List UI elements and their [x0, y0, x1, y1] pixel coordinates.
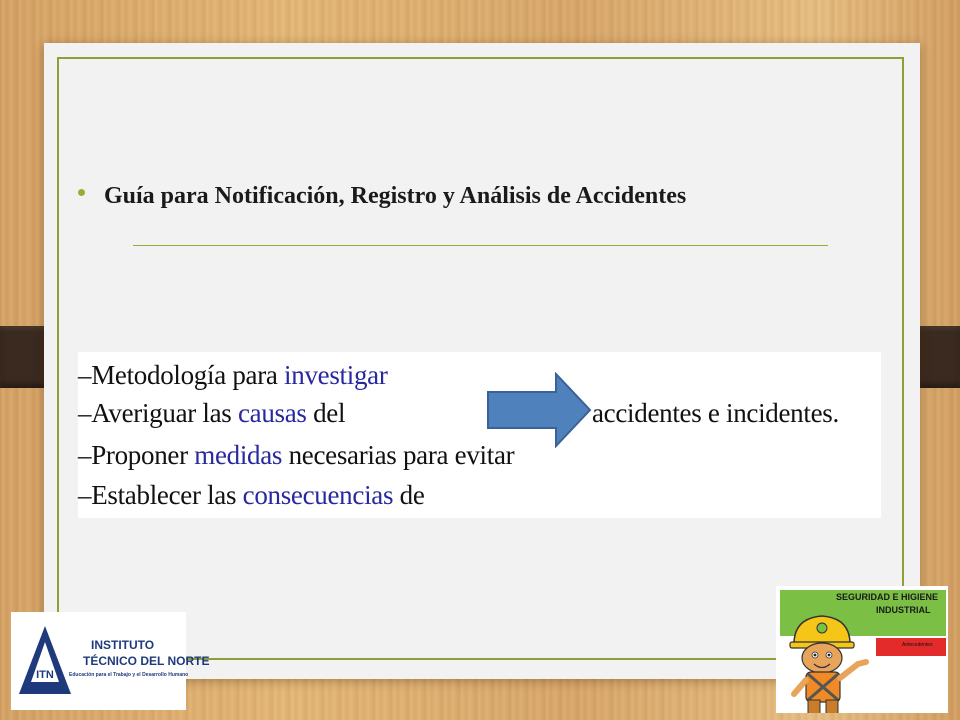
seguridad-logo	[776, 586, 948, 713]
result-text: accidentes e incidentes.	[592, 398, 839, 428]
item-text-end: del	[306, 398, 346, 428]
itn-line2: TÉCNICO DEL NORTE	[83, 654, 210, 668]
list-item	[78, 360, 388, 391]
content-box	[78, 352, 881, 518]
dash-marker: –	[78, 440, 92, 470]
itn-tagline: Educación para el Trabajo y el Desarrollo Humano	[69, 672, 189, 678]
right-arrow-icon	[486, 372, 594, 448]
slide-heading: Guía para Notificación, Registro y Análisis de Accidentes	[104, 182, 687, 209]
item-text-end: de	[393, 480, 425, 510]
item-text: Averiguar las	[91, 398, 238, 428]
list-item	[78, 480, 425, 511]
list-item	[78, 398, 345, 429]
itn-mark: ITN	[36, 669, 54, 681]
dash-marker: –	[78, 398, 92, 428]
seg-title1: SEGURIDAD E HIGIENE	[836, 592, 939, 602]
worker-mascot-icon	[780, 604, 870, 713]
item-highlight: causas	[237, 398, 307, 428]
bullet-dot-icon	[78, 189, 85, 196]
dash-marker: –	[78, 360, 92, 390]
item-text: Proponer	[91, 440, 195, 470]
list-item	[78, 440, 514, 471]
item-text-end: necesarias para evitar	[282, 440, 515, 470]
bullet-item	[76, 176, 896, 216]
itn-triangle-icon	[17, 622, 73, 702]
item-highlight: investigar	[284, 360, 388, 390]
seg-title2: INDUSTRIAL	[876, 605, 931, 615]
itn-logo	[11, 612, 210, 710]
dash-marker: –	[78, 480, 92, 510]
itn-line1: INSTITUTO	[91, 638, 155, 652]
seg-badge: Antecedentes	[902, 642, 933, 648]
item-highlight: consecuencias	[242, 480, 394, 510]
item-text: Establecer las	[91, 480, 243, 510]
item-text: Metodología para	[91, 360, 285, 390]
heading-underline	[133, 245, 828, 246]
item-highlight: medidas	[194, 440, 283, 470]
